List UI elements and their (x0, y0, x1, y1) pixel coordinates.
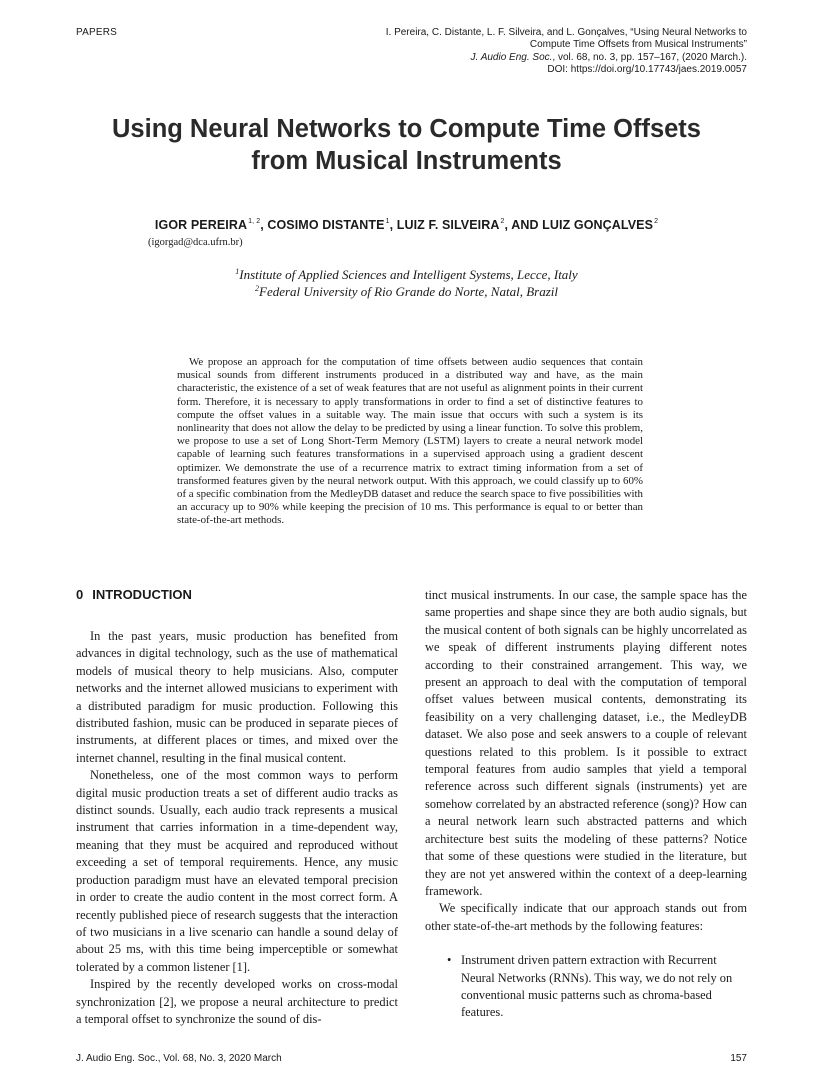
section-heading (76, 587, 398, 603)
author-name: COSIMO DISTANTE (267, 218, 385, 232)
affiliation-2 (40, 284, 773, 300)
affiliation-number: 2 (255, 284, 259, 293)
citation-line-1: I. Pereira, C. Distante, L. F. Silveira, and L. Gonçalves, “Using Neural Networks to (385, 27, 747, 38)
affiliation-text: Federal University of Rio Grande do Norte, Natal, Brazil (259, 284, 558, 299)
paragraph: We specifically indicate that our approach stands out from other state-of-the-art methods by the following features: (425, 901, 747, 933)
title-line-1: Using Neural Networks to Compute Time Offsets (112, 115, 701, 143)
author-affiliation-mark: 1, 2 (248, 218, 261, 225)
paragraph: Inspired by the recently developed works on cross-modal synchronization [2], we propose a neural architecture to predict a temporal offset to synchronize the sound of dis- (76, 977, 398, 1026)
running-header-section: PAPERS (76, 27, 118, 38)
affiliation-text: Institute of Applied Sciences and Intelligent Systems, Lecce, Italy (239, 267, 578, 282)
citation-doi: DOI: https://doi.org/10.17743/jaes.2019.0057 (547, 64, 747, 76)
author-list (40, 218, 773, 232)
paragraph: In the past years, music production has benefited from advances in digital technology, such as the use of mathematical models of musical theory to help musicians. Also, computer networks and the internet allowed musicians to experiment with a distributed paradigm for music production. Following this distributed fashion, music can be produced in separate pieces of instruments, at different places or times, and mixed over the internet channel, resulting in the final musical content. (76, 629, 398, 765)
author-affiliation-mark: 2 (500, 218, 505, 225)
paragraph: Nonetheless, one of the most common ways to perform digital music production treats a set of different audio tracks as distinct sounds. Usually, each audio track represents a musical instrument that carries information in a time-dependent way, meaning that they must be acquired and reproduced without exceeding a set of temporal requirements. Hence, any music production paradigm must have an elevated temporal precision in order to create the audio content in the most correct form. A recently published piece of research suggests that the interaction of two musicians in a live scenario can handle a sound delay of about 25 ms, with this time being imperceptible or somewhat tolerated by a common listener [1]. (76, 768, 398, 974)
author-name: IGOR PEREIRA (154, 218, 248, 232)
author-separator: , AND (504, 218, 543, 232)
author-affiliation-mark: 1 (385, 218, 390, 225)
paper-title (40, 113, 773, 177)
author-separator: , (260, 218, 268, 232)
paragraph: tinct musical instruments. In our case, the sample space has the same properties and shape since they are both audio signals, but the musical content of both signals can be highly uncorrelated as we speak of different instruments playing different notes according to their constrained arrangement. This way, we present an approach to deal with the computation of temporal offset values between musical contents, demonstrating its feasibility on a very challenging dataset, i.e., the MedleyDB dataset. We also pose and seek answers to a couple of relevant questions related to this problem. Is it possible to extract temporal features from audio samples that yield a temporal reference across such different signals (instruments) yet are somehow correlated by an abstracted reference (song)? How can a neural network learn such abstracted patterns and which architecture best suits the modeling of these patterns? Notice that some of these questions were studied in the literature, but they are not yet answered within the context of a deep-learning framework. (425, 588, 747, 898)
section-title: INTRODUCTION (92, 587, 192, 602)
author-name: LUIZ GONÇALVES (542, 218, 654, 232)
affiliation-number: 1 (235, 267, 240, 276)
author-separator: , (389, 218, 397, 232)
citation-volume: , vol. 68, no. 3, pp. 157–167, (2020 March.). (552, 51, 747, 63)
citation-line-3 (327, 52, 747, 64)
feature-list (425, 952, 747, 1022)
running-header-citation (327, 27, 747, 77)
abstract: We propose an approach for the computation of time offsets between audio sequences that contain musical sounds from different instruments produced in a distributed way and have, as the main characteristic, the existence of a set of weak features that are not useful as alignment points in their current form. Therefore, it is necessary to apply transformations in order to find a set of distinctive features to compute the offset values in a suitable way. The main issue that occurs with such a system is its nonlinearity that does not allow the delay to be predicted by using a linear function. To solve this problem, we propose to use a set of Long Short-Term Memory (LSTM) layers to create a neural network model capable of learning such features transformations in a supervised approach using a gradient descent optimizer. We demonstrate the use of a recurrence matrix to extract timing information from a set of transformed features given by the neural network output. With this approach, we could classify up to 60% of a specific combination from the MedleyDB dataset and reduce the search space to five possibilities with an accuracy up to 90% while keeping the precision of 10 ms. This performance is equal to or better than state-of-the-art methods. (177, 356, 643, 527)
page-number: 157 (730, 1053, 747, 1064)
footer-journal-issue: J. Audio Eng. Soc., Vol. 68, No. 3, 2020 March (76, 1053, 282, 1064)
citation-journal: J. Audio Eng. Soc. (470, 51, 553, 63)
author-affiliation-mark: 2 (654, 218, 659, 225)
citation-line-2: Compute Time Offsets from Musical Instruments” (529, 39, 747, 51)
section-number: 0 (76, 587, 84, 602)
list-item: • Instrument driven pattern extraction with Recurrent Neural Networks (RNNs). This way, we do not rely on conventional music patterns such as chroma-based features. (447, 952, 747, 1022)
author-email: (igorgad@dca.ufrn.br) (148, 237, 243, 248)
body-column-right (425, 587, 747, 1022)
affiliation-1 (40, 267, 773, 283)
title-line-2: from Musical Instruments (251, 147, 562, 175)
body-column-left (76, 587, 398, 1028)
author-name: LUIZ F. SILVEIRA (396, 218, 500, 232)
